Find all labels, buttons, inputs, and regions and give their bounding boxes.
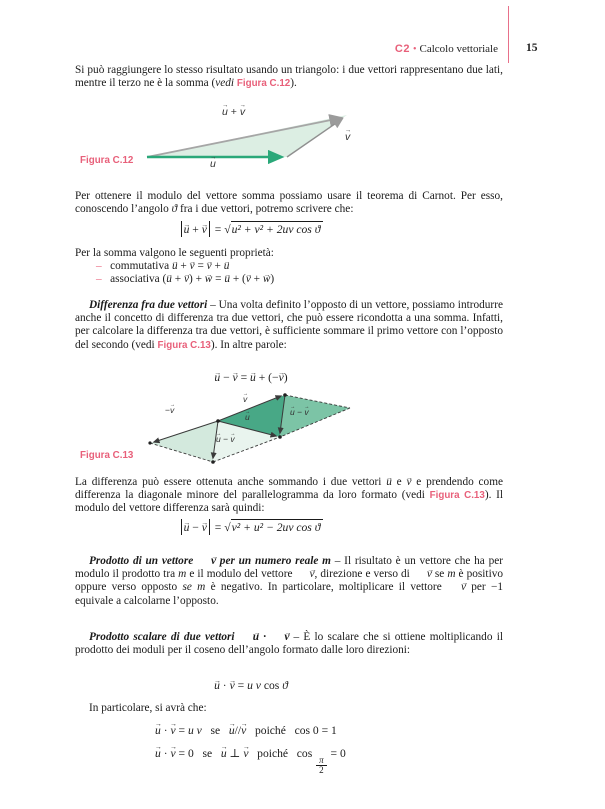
page-number: 15 — [526, 42, 538, 54]
formula-dot-product: u → · v → = u v cos ϑ — [75, 678, 427, 693]
paragraph-in-particular: In particolare, si avrà che: — [89, 702, 207, 714]
formula-parallel-case: u → · v → = u v se u →//v → poiché cos 0 = 1 — [155, 724, 337, 737]
paragraph-difference: Differenza fra due vettori – Una volta definito l’opposto di un vettore, possiamo introdurre anche il concetto di differenza tra due vettori, che può essere ricondotta a una somma. Infatti, per calcolare la differenza tra due vettori, è sufficiente sommare il primo vettore con l’opposto del secondo (vedi Figura C.13). In altre parole: — [75, 299, 503, 351]
paragraph-properties: Per la somma valgono le seguenti proprietà: — [75, 247, 274, 259]
header-bullet: • — [412, 44, 417, 55]
formula-perpendicular-case: u → · v → = 0 se u → ⊥ v → poiché cos $\frac{\pi}{2}$ = 0 — [155, 746, 346, 775]
c13-node-a — [216, 419, 220, 423]
paragraph-scalar-multiple: Prodotto di un vettore v → per un numero reale m – Il risultato è un vettore che ha per modulo il prodotto tra m e il modulo del vettore v →, direzione e verso di v → se m è positivo oppure verso opposto se m è negativo. In particolare, moltiplicare il vettore v → per −1 equivale a calcolarne l’opposto. — [75, 555, 503, 608]
c12-label-v: v → — [345, 131, 350, 143]
paragraph-carnot: Per ottenere il modulo del vettore somma possiamo usare il teorema di Carnot. Per esso, conoscendo l’angolo ϑ fra i due vettori, potremo scrivere che: — [75, 190, 503, 216]
page-header — [395, 43, 498, 55]
c13-node-left — [148, 441, 151, 444]
formula-difference-modulus: u → − v → = √v² + u² − 2uv cos ϑ — [75, 519, 427, 535]
figure-c12-graphic — [135, 100, 363, 172]
header-divider — [508, 6, 509, 63]
paragraph-diagonal: La differenza può essere ottenuta anche sommando i due vettori u → e v → e prendendo come differenza la diagonale minore del parallelogramma da loro formato (vedi Figura C.13). Il modulo del vettore differenza sarà quindi: — [75, 476, 503, 516]
c13-label-v: v → — [243, 394, 247, 404]
c13-label-u: u → — [245, 412, 250, 422]
figure-c13-graphic — [140, 386, 370, 474]
c13-label-diff-left: u → − v → — [216, 434, 235, 444]
figure-c13-caption: Figura C.13 — [80, 450, 134, 461]
chapter-title: Calcolo vettoriale — [419, 43, 498, 55]
chapter-code: C2 — [394, 43, 410, 55]
c12-label-u: u → — [210, 158, 216, 170]
formula-difference-def: u → − v → = u → + (−v →) — [75, 370, 427, 385]
c13-left-triangle-fill — [150, 421, 218, 462]
paragraph-intro-triangle: Si può raggiungere lo stesso risultato usando un triangolo: i due vettori rappresentano due lati, mentre il terzo ne è la somma (vedi Figura C.12). — [75, 64, 503, 90]
figure-c12-caption: Figura C.12 — [80, 155, 134, 166]
c13-node-peak — [283, 393, 287, 397]
property-commutative: – commutativa u → + v → = v → + u → — [96, 260, 496, 273]
paragraph-dot-product: Prodotto scalare di due vettori u → · v → – È lo scalare che si ottiene moltiplicando il prodotto dei moduli per il coseno dell’angolo formato dalle loro direzioni: — [75, 631, 503, 657]
property-associative: – associativa (u → + v →) + w → = u → + (v → + w →) — [96, 273, 496, 286]
formula-sum-modulus: u → + v → = √u² + v² + 2uv cos ϑ — [75, 221, 427, 237]
c13-label-diff-right: u → − v → — [290, 407, 309, 417]
c13-node-bottom — [211, 460, 215, 464]
c13-node-right — [278, 435, 282, 439]
c13-label-minus-v: −v → — [165, 405, 174, 415]
c12-label-u-plus-v: u → + v → — [222, 106, 245, 118]
